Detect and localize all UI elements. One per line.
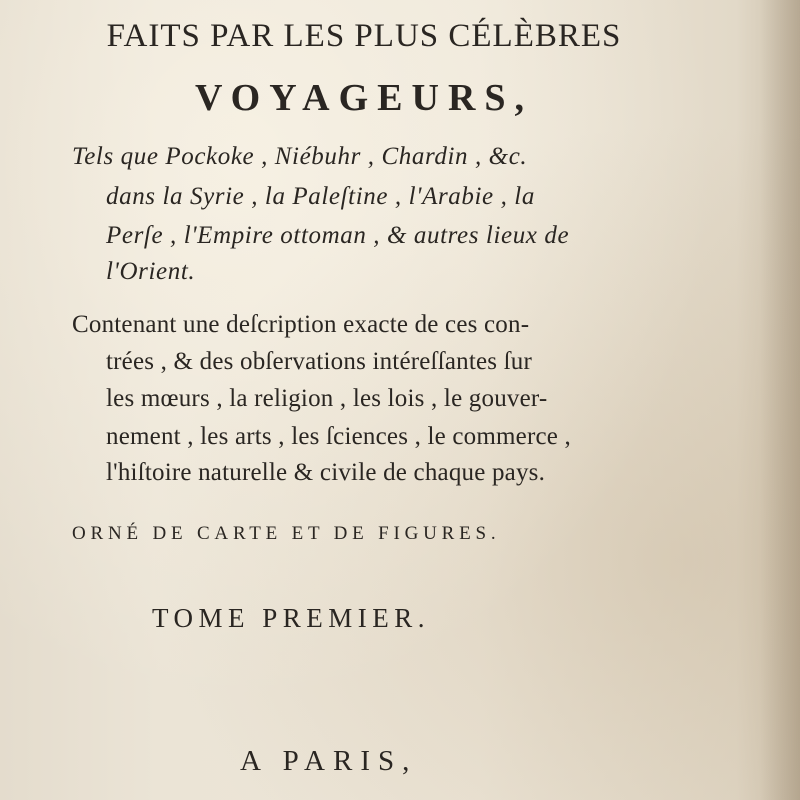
imprint-place: A PARIS, [240,745,418,777]
description-line-4: nement , les arts , les ſciences , le commerce , [106,423,571,450]
description-line-2: trées , & des obſervations intéreſſantes ſur [106,348,533,375]
description-line-1: Contenant une deſcription exacte de ces con- [72,311,530,338]
italic-line-2: dans la Syrie , la Paleſtine , l'Arabie , la [106,183,535,210]
description-line-3: les mœurs , la religion , les lois , le gouver- [106,385,548,412]
italic-line-3: Perſe , l'Empire ottoman , & autres lieux de [106,222,570,249]
italic-line-4: l'Orient. [106,258,196,285]
description-line-5: l'hiſtoire naturelle & civile de chaque pays. [106,459,546,486]
heading-line-2: VOYAGEURS, [194,77,534,119]
page-edge-shadow [760,0,800,800]
volume-label: TOME PREMIER. [152,603,431,633]
illustrations-note: ORNÉ DE CARTE ET DE FIGURES. [72,523,501,544]
italic-line-1: Tels que Pockoke , Niébuhr , Chardin , &c. [72,143,528,170]
heading-line-1: FAITS PAR LES PLUS CÉLÈBRES [106,18,622,54]
